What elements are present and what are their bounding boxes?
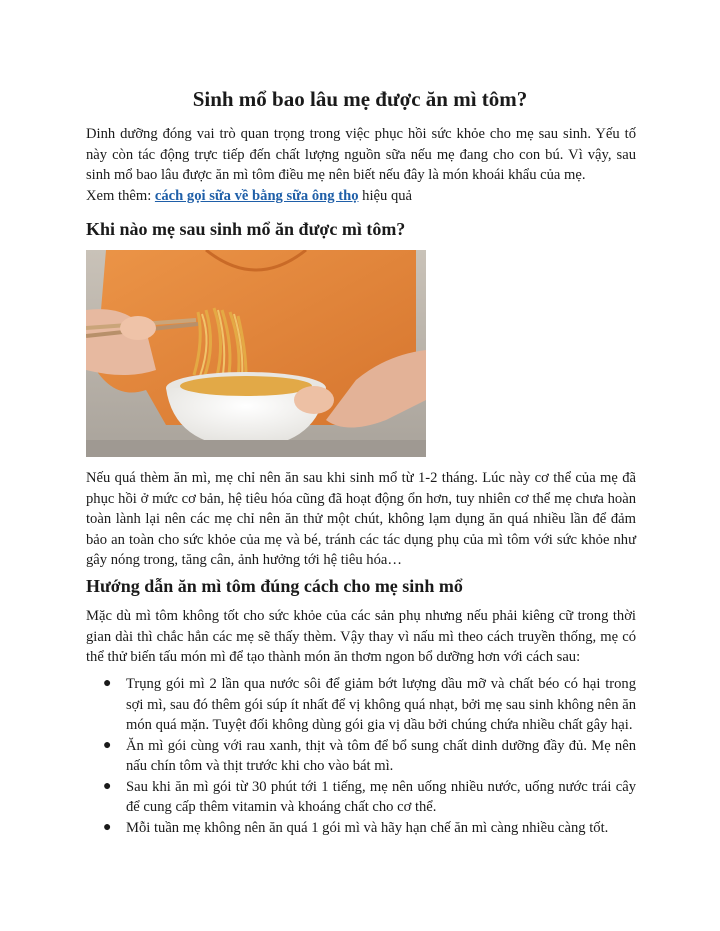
section1-paragraph: Nếu quá thèm ăn mì, mẹ chỉ nên ăn sau khi sinh mổ từ 1-2 tháng. Lúc này cơ thể của mẹ đã phục hồi ở mức cơ bản, hệ tiêu hóa cũng đã hoạt động ổn hơn, tuy nhiên cơ thể mẹ chưa hoàn toàn lành lại nên các mẹ chỉ nên ăn thử một chút, không lạm dụng ăn quá nhiều lần để đảm bảo an toàn cho sức khỏe của mẹ và bé, tránh các tác dụng phụ của mì tôm với sức khỏe như gây nóng trong, tăng cân, ảnh hưởng tới hệ tiêu hóa… (86, 470, 636, 568)
list-item-text: Ăn mì gói cùng với rau xanh, thịt và tôm để bổ sung chất dinh dưỡng đầy đủ. Mẹ nên nấu chín tôm và thịt trước khi cho vào bát mì. (126, 737, 636, 774)
tips-list (86, 674, 636, 838)
noodle-bowl-photo (86, 250, 426, 457)
see-also-suffix: hiệu quả (358, 188, 413, 204)
bullet-icon: ● (103, 778, 112, 794)
bullet-icon: ● (103, 676, 112, 691)
list-item-text: Mỗi tuần mẹ không nên ăn quá 1 gói mì và hãy hạn chế ăn mì càng nhiều càng tốt. (126, 819, 609, 836)
section1-heading: Khi nào mẹ sau sinh mổ ăn được mì tôm? (86, 219, 406, 239)
see-also-line (86, 186, 636, 207)
list-item (86, 818, 636, 839)
bullet-icon: ● (103, 737, 112, 753)
section2-paragraph: Mặc dù mì tôm không tốt cho sức khỏe của các sản phụ nhưng nếu phải kiêng cữ trong thời gian dài thì chắc hẳn các mẹ sẽ thấy thèm. Vậy thay vì nấu mì theo cách truyền thống, mẹ có thể thử biến tấu món mì để tạo thành món ăn thơm ngon bổ dưỡng hơn với cách sau: (86, 608, 636, 665)
page-title: Sinh mổ bao lâu mẹ được ăn mì tôm? (192, 87, 528, 111)
intro-paragraph: Dinh dưỡng đóng vai trò quan trọng trong việc phục hồi sức khỏe cho mẹ sau sinh. Yếu tố này còn tác động trực tiếp đến chất lượng nguồn sữa nếu mẹ đang cho con bú. Vì vậy, sau sinh mổ bao lâu được ăn mì tôm điều mẹ nên biết nếu đây là món khoái khẩu của mẹ. (86, 126, 636, 183)
list-item-text: Trụng gói mì 2 lần qua nước sôi để giảm bớt lượng dầu mỡ và chất béo có hại trong sợi mì, sau đó thêm gói súp ít nhất để vị không quá nhạt, bởi mẹ sau sinh không nên ăn món quá mặn. Tuyệt đối không dùng gói gia vị dầu bởi chúng chứa nhiều chất gây hại. (126, 676, 636, 733)
see-also-prefix: Xem thêm: (86, 188, 155, 204)
see-also-link[interactable]: cách gọi sữa về bằng sữa ông thọ (154, 188, 359, 204)
list-item (86, 674, 636, 736)
section2-heading: Hướng dẫn ăn mì tôm đúng cách cho mẹ sinh mổ (86, 576, 463, 596)
list-item-text: Sau khi ăn mì gói từ 30 phút tới 1 tiếng, mẹ nên uống nhiều nước, uống nước trái cây để cung cấp thêm vitamin và khoáng chất cho cơ thể. (126, 778, 636, 815)
bullet-icon: ● (103, 819, 112, 835)
list-item (86, 736, 636, 777)
list-item (86, 777, 636, 818)
